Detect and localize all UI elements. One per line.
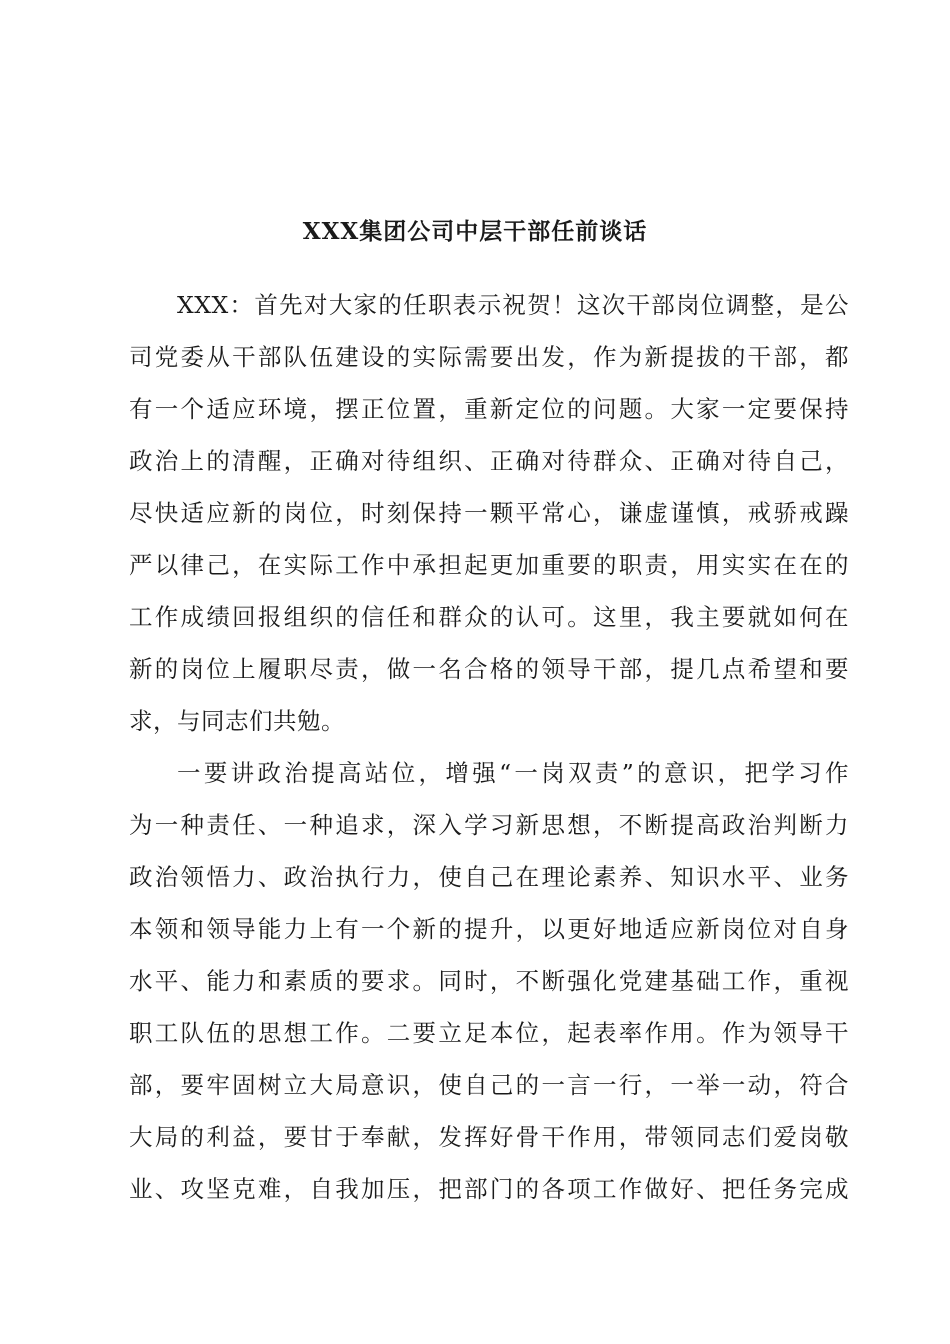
- paragraph-2-line-1: 一要讲政治提高站位，增强“一岗双责”的意识，把学习作: [177, 759, 849, 787]
- paragraph-1-line-8: 新的岗位上履职尽责，做一名合格的领导干部，提几点希望和要: [129, 655, 849, 683]
- paragraph-2-line-7: 部，要牢固树立大局意识，使自己的一言一行，一举一动，符合: [129, 1071, 849, 1099]
- paragraph-1-line-2: 司党委从干部队伍建设的实际需要出发，作为新提拔的干部，都: [129, 343, 849, 371]
- paragraph-2-line-6: 职工队伍的思想工作。二要立足本位，起表率作用。作为领导干: [129, 1019, 849, 1047]
- paragraph-1-line-1: XXX：首先对大家的任职表示祝贺！这次干部岗位调整，是公: [177, 291, 849, 319]
- paragraph-1-line-3: 有一个适应环境，摆正位置，重新定位的问题。大家一定要保持: [129, 395, 849, 423]
- paragraph-1-line-6: 严以律己，在实际工作中承担起更加重要的职责，用实实在在的: [129, 551, 849, 579]
- paragraph-2-line-9: 业、攻坚克难，自我加压，把部门的各项工作做好、把任务完成: [129, 1175, 849, 1203]
- paragraph-1-line-5: 尽快适应新的岗位，时刻保持一颗平常心，谦虚谨慎，戒骄戒躁: [129, 499, 849, 527]
- document-title: XXX集团公司中层干部任前谈话: [302, 218, 648, 245]
- paragraph-1-line-7: 工作成绩回报组织的信任和群众的认可。这里，我主要就如何在: [129, 603, 849, 631]
- paragraph-1-line-4: 政治上的清醒，正确对待组织、正确对待群众、正确对待自己，: [129, 447, 849, 475]
- paragraph-2-line-4: 本领和领导能力上有一个新的提升，以更好地适应新岗位对自身: [129, 915, 849, 943]
- paragraph-1-line-9: 求，与同志们共勉。: [129, 707, 345, 735]
- paragraph-2-line-3: 政治领悟力、政治执行力，使自己在理论素养、知识水平、业务: [129, 863, 849, 891]
- paragraph-2-line-8: 大局的利益，要甘于奉献，发挥好骨干作用，带领同志们爱岗敬: [129, 1123, 849, 1151]
- paragraph-2-line-5: 水平、能力和素质的要求。同时，不断强化党建基础工作，重视: [129, 967, 849, 995]
- paragraph-2-line-2: 为一种责任、一种追求，深入学习新思想，不断提高政治判断力: [129, 811, 849, 839]
